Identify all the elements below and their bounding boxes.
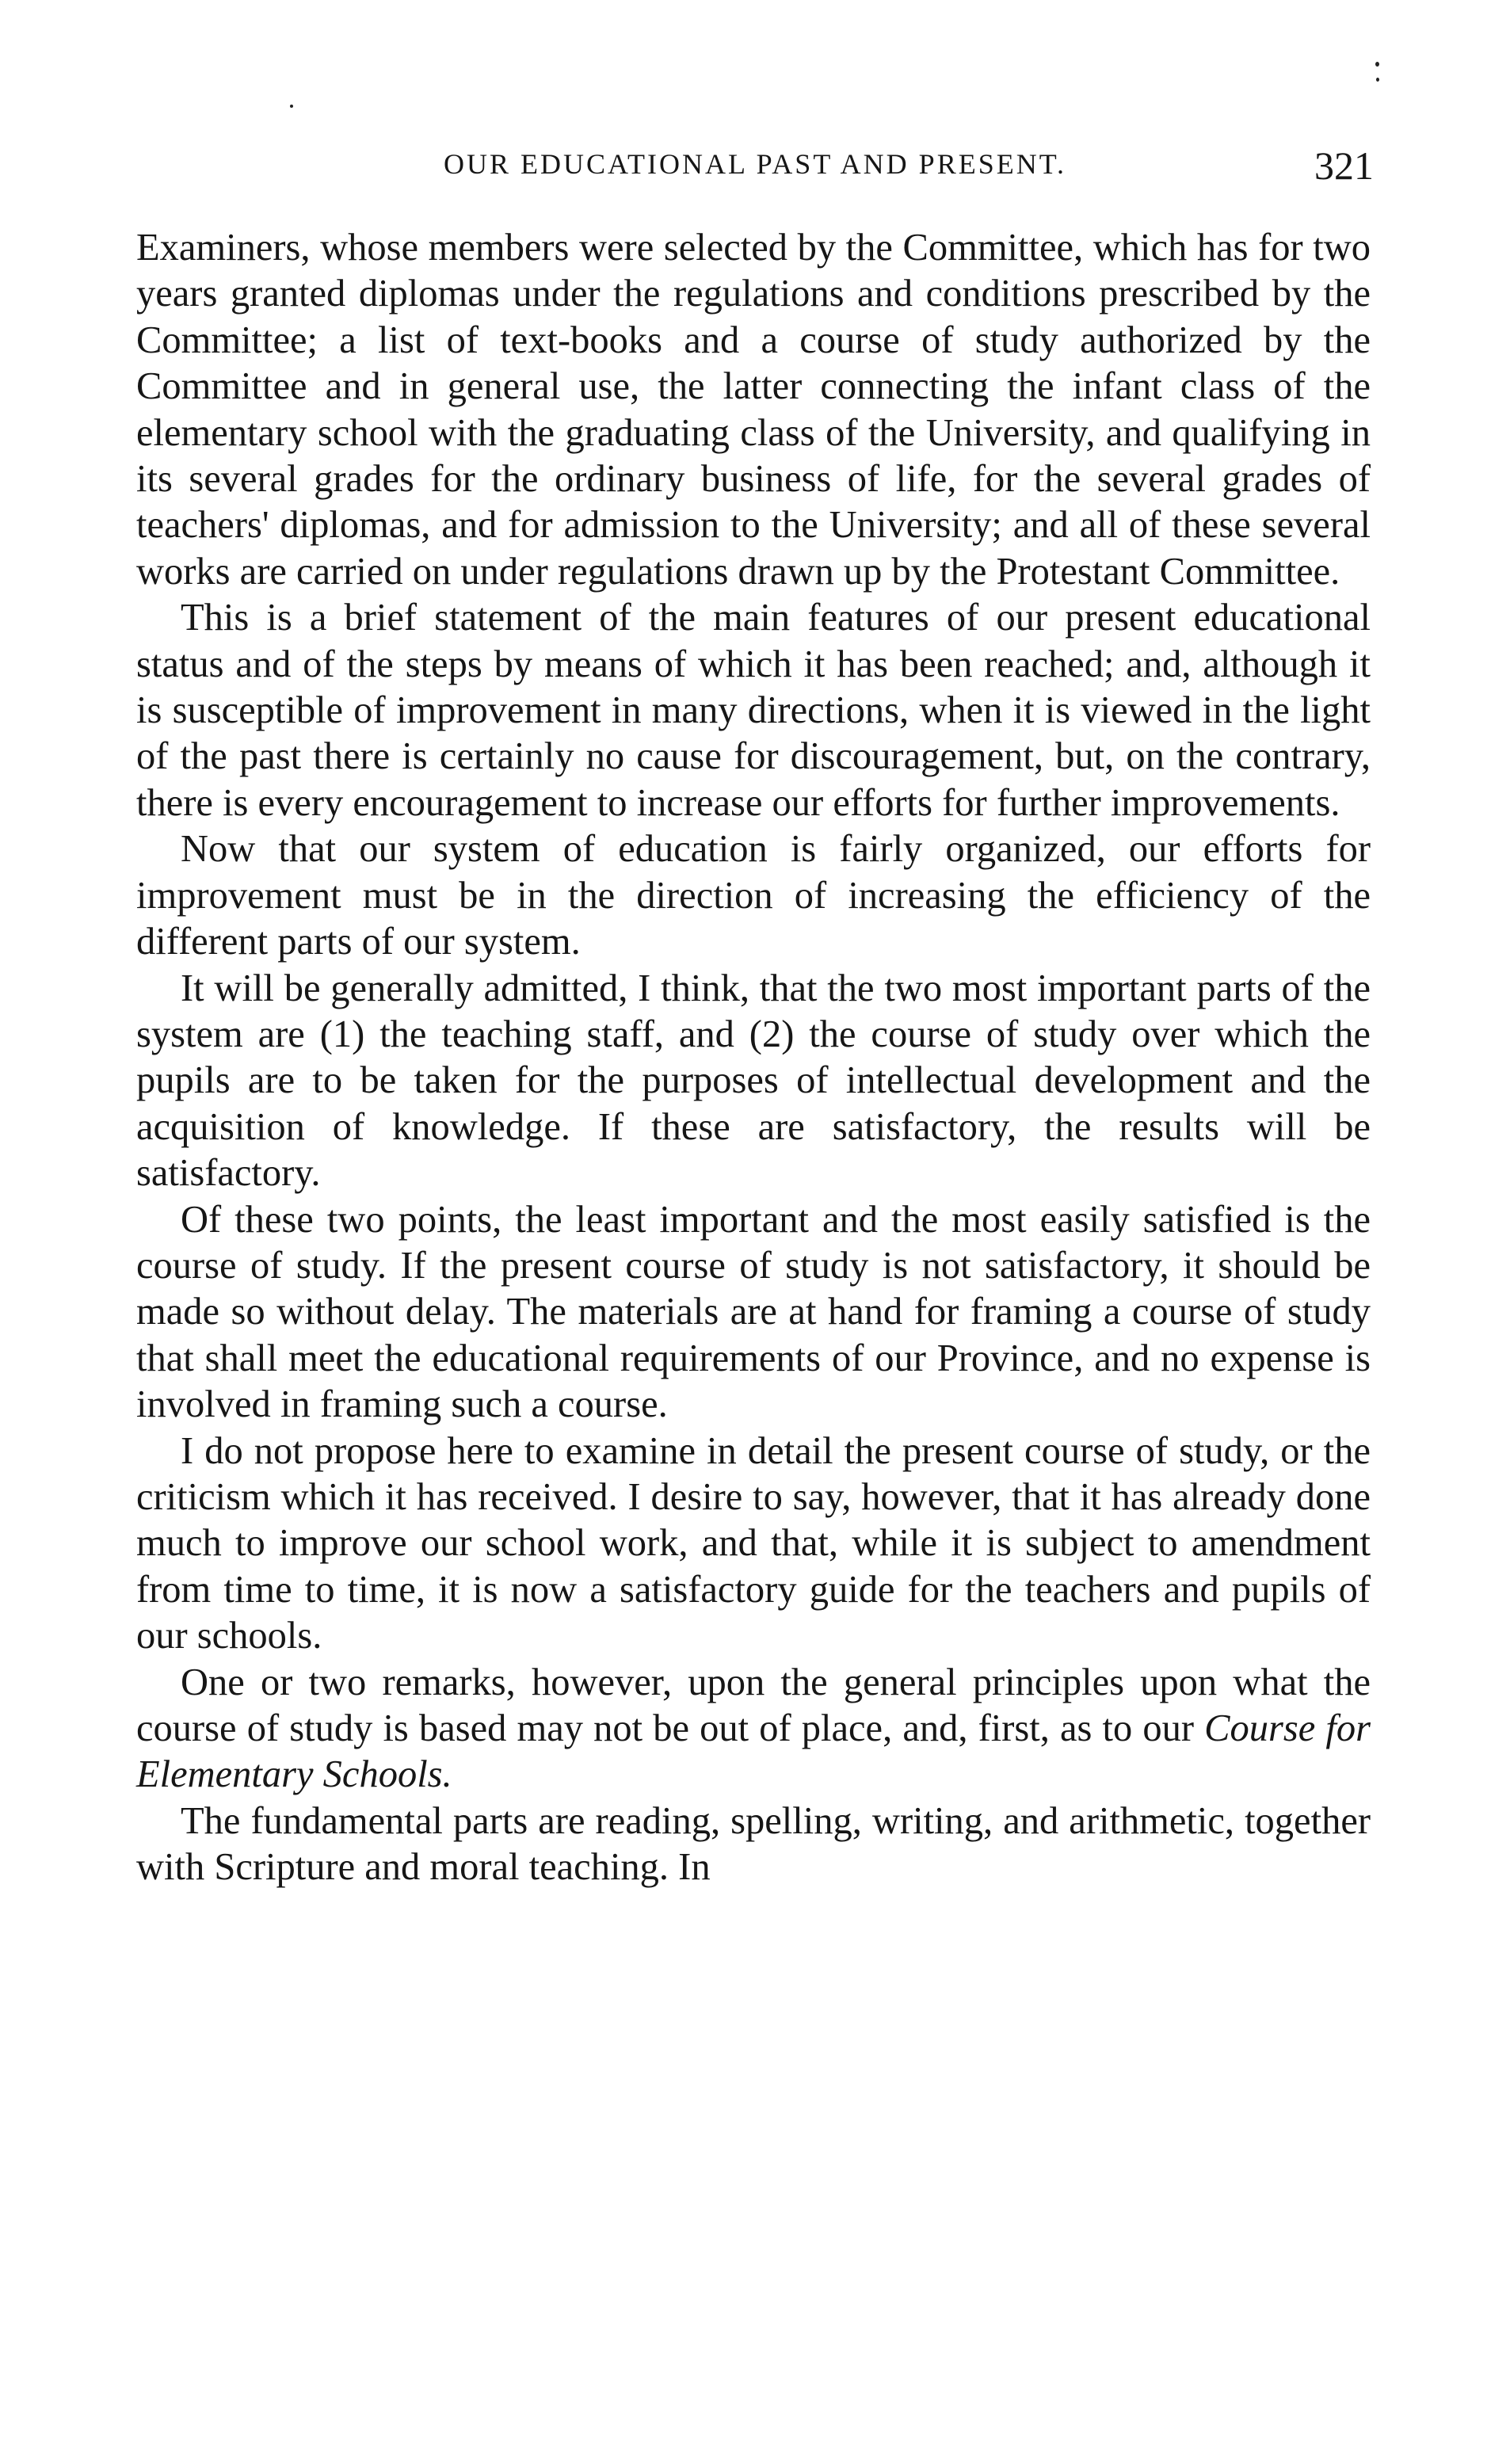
paragraph: This is a brief statement of the main features of our present educational status and of the steps by means of which it has been reached; and, although it is susceptible of improvement in many directions, when it is viewed in the light of the past there is certainly no cause for discouragement, but, on the contrary, there is every encouragement to increase our efforts for further improvements. — [136, 597, 1371, 824]
page-speck — [1375, 62, 1379, 67]
paragraph: The fundamental parts are reading, spelling, writing, and arithmetic, together with Scripture and moral teaching. In — [136, 1799, 1371, 1889]
paragraph — [136, 1660, 1371, 1798]
paragraph: It will be generally admitted, I think, that the two most important parts of the system are (1) the teaching staff, and (2) the course of study over which the pupils are to be taken for the purposes of intellectual development and the acquisition of knowledge. If these are satisfactory, the results will be satisfactory. — [136, 967, 1371, 1195]
paragraph: I do not propose here to examine in detail the present course of study, or the criticism which it has received. I desire to say, however, that it has already done much to improve our school work, and that, while it is subject to amendment from time to time, it is now a satisfactory guide for the teachers and pupils of our schools. — [136, 1429, 1371, 1657]
page-speck — [1376, 78, 1379, 82]
page-number: 321 — [1314, 143, 1374, 188]
running-head: OUR EDUCATIONAL PAST AND PRESENT. — [443, 148, 1067, 180]
italic-title: Course for Elementary Schools. — [136, 1707, 1371, 1796]
paragraph: Of these two points, the least important and the most easily satisfied is the course of study. If the present course of study is not satisfactory, it should be made so without delay. The materials are at hand for framing a course of study that shall meet the educational requirements of our Province, and no expense is involved in framing such a course. — [136, 1198, 1371, 1426]
page-header — [136, 143, 1374, 198]
body-text — [136, 225, 1371, 1891]
paragraph: Examiners, whose members were selected by the Committee, which has for two years granted diplomas under the regulations and conditions prescribed by the Committee; a list of text-books and a course of study authorized by the Committee and in general use, the latter connecting the infant class of the elementary school with the graduating class of the University, and qualifying in its several grades for the ordinary business of life, for the several grades of teachers' diplomas, and for admission to the University; and all of these several works are carried on under regulations drawn up by the Protestant Committee. — [136, 227, 1371, 593]
page-speck — [290, 105, 293, 108]
paragraph: Now that our system of education is fairly organized, our efforts for improvement must be in the direction of increasing the efficiency of the different parts of our system. — [136, 828, 1371, 963]
paragraph-text: One or two remarks, however, upon the general principles upon what the course of study is based may not be out of place, and, first, as to our — [136, 1661, 1371, 1749]
